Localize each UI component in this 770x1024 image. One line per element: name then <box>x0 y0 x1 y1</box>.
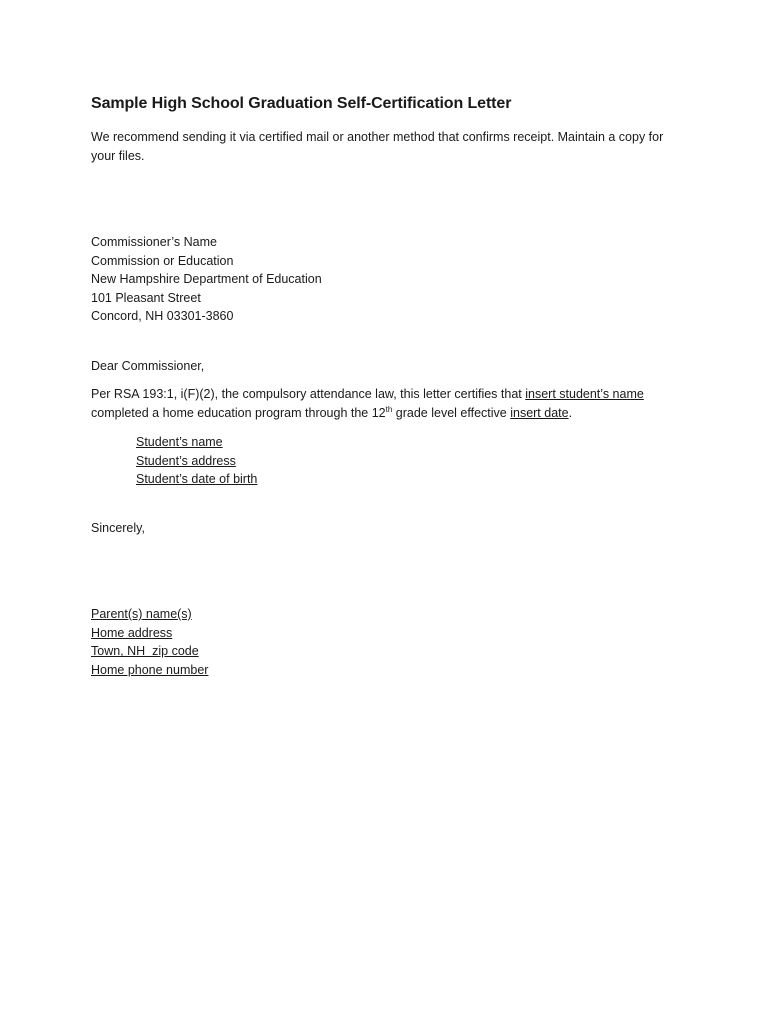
recipient-city: Concord, NH 03301-3860 <box>91 309 234 324</box>
parent-info-block <box>91 605 208 679</box>
closing: Sincerely, <box>91 521 145 535</box>
recipient-address <box>91 233 322 326</box>
parent-names-line: Parent(s) name(s) <box>91 607 192 621</box>
recipient-department: New Hampshire Department of Education <box>91 272 322 287</box>
home-phone-line: Home phone number <box>91 662 209 677</box>
salutation: Dear Commissioner, <box>91 359 205 373</box>
body-text-part2: completed a home education program through the 12 <box>91 405 386 420</box>
recipient-commission: Commission or Education <box>91 253 234 268</box>
recipient-street: 101 Pleasant Street <box>91 290 201 305</box>
student-dob-line: Student’s date of birth <box>136 472 258 487</box>
body-text-part3: grade level effective <box>392 405 511 420</box>
document-title: Sample High School Graduation Self-Certification Letter <box>91 95 512 112</box>
town-zip-line: Town, NH zip code <box>91 644 199 659</box>
home-address-line: Home address <box>91 625 173 640</box>
body-paragraph <box>91 385 691 422</box>
student-address-line: Student’s address <box>136 453 236 468</box>
date-placeholder: insert date <box>510 405 569 420</box>
intro-paragraph: We recommend sending it via certified mail or another method that confirms receipt. Maintain a copy for your files. <box>91 130 664 163</box>
body-text-part1: Per RSA 193:1, i(F)(2), the compulsory attendance law, this letter certifies that <box>91 387 526 401</box>
grade-suffix: th <box>385 404 393 414</box>
student-name-placeholder: insert student’s name <box>525 387 644 401</box>
student-name-line: Student’s name <box>136 435 223 449</box>
student-info-block <box>136 433 257 489</box>
recipient-name: Commissioner’s Name <box>91 235 217 249</box>
body-text-part4: . <box>568 405 573 420</box>
